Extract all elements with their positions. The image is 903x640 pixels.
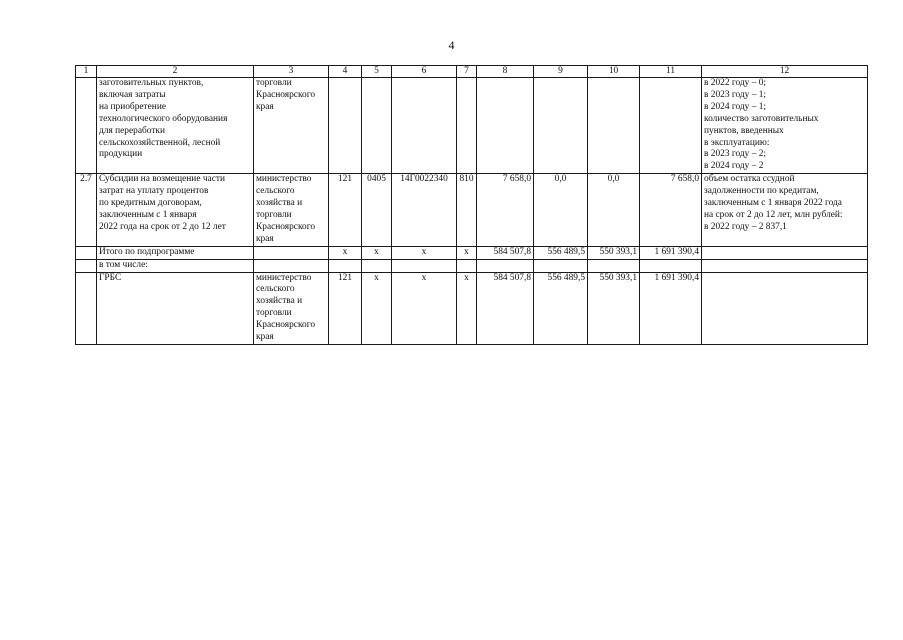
amount-cell: 7 658,0: [477, 174, 534, 246]
header-cell: 6: [392, 66, 457, 78]
empty-cell: [477, 78, 534, 174]
text-line: в 2023 году – 1;: [704, 89, 767, 100]
text-line: включая затраты: [99, 89, 166, 100]
text-line: заготовительных пунктов,: [99, 78, 204, 88]
header-cell: 2: [97, 66, 254, 78]
header-cell: 5: [362, 66, 392, 78]
header-cell: 9: [534, 66, 588, 78]
code-cell: х: [392, 272, 457, 344]
text-line: объем остатка ссудной: [704, 174, 795, 185]
text-line: сельского: [256, 186, 295, 197]
grbs-label-cell: ГРБС: [97, 272, 254, 344]
code-cell: х: [362, 272, 392, 344]
code-cell: х: [457, 246, 477, 259]
header-cell: 10: [588, 66, 640, 78]
grbs-code-cell: 121: [329, 272, 362, 344]
text-line: края: [256, 332, 274, 343]
executor-cell: [254, 78, 329, 174]
text-line: на приобретение: [99, 101, 167, 112]
header-cell: 7: [457, 66, 477, 78]
amount-cell: 550 393,1: [588, 246, 640, 259]
result-cell: [702, 78, 868, 174]
header-cell: 3: [254, 66, 329, 78]
column-number-row: [76, 66, 868, 78]
text-line: торговли: [256, 209, 292, 220]
including-label-cell: в том числе:: [97, 259, 254, 272]
empty-cell: [640, 259, 702, 272]
empty-cell: [362, 259, 392, 272]
text-line: хозяйства и: [256, 296, 303, 307]
executor-cell: [254, 272, 329, 344]
row-number-cell: 2.7: [76, 174, 97, 246]
text-line: в 2022 году – 2 837,1: [704, 221, 787, 232]
header-cell: 8: [477, 66, 534, 78]
empty-cell: [534, 78, 588, 174]
empty-cell: [702, 272, 868, 344]
header-cell: 11: [640, 66, 702, 78]
target-article-cell: 14Г0022340: [392, 174, 457, 246]
amount-total-cell: 7 658,0: [640, 174, 702, 246]
text-line: пунктов, введенных: [704, 125, 784, 136]
code-cell: х: [362, 246, 392, 259]
amount-total-cell: 1 691 390,4: [640, 272, 702, 344]
text-line: торговли: [256, 78, 292, 88]
executor-cell: [254, 174, 329, 246]
text-line: министерство: [256, 174, 312, 185]
empty-cell: [76, 272, 97, 344]
text-line: в эксплуатацию:: [704, 137, 770, 148]
text-line: министерство: [256, 272, 312, 283]
header-cell: 12: [702, 66, 868, 78]
empty-cell: [329, 78, 362, 174]
code-cell: х: [392, 246, 457, 259]
text-line: в 2023 году – 2;: [704, 149, 767, 160]
text-line: края: [256, 233, 274, 244]
amount-cell: 556 489,5: [534, 272, 588, 344]
table-row-total: [76, 246, 868, 259]
text-line: продукции: [99, 149, 143, 160]
text-line: Красноярского: [256, 89, 316, 100]
text-line: технологического оборудования: [99, 113, 228, 124]
empty-cell: [457, 259, 477, 272]
amount-cell: 0,0: [588, 174, 640, 246]
text-line: края: [256, 101, 274, 112]
text-line: в 2024 году – 2: [704, 161, 764, 172]
page-number: 4: [448, 38, 455, 52]
text-line: заключенным с 1 января: [99, 209, 197, 220]
text-line: количество заготовительных: [704, 113, 819, 124]
amount-cell: 0,0: [534, 174, 588, 246]
amount-cell: 584 507,8: [477, 272, 534, 344]
empty-cell: [534, 259, 588, 272]
table-row-continued: [76, 78, 868, 174]
empty-cell: [702, 259, 868, 272]
result-cell: [702, 174, 868, 246]
empty-cell: [392, 259, 457, 272]
empty-cell: [588, 78, 640, 174]
table-row-2-7: [76, 174, 868, 246]
amount-cell: 584 507,8: [477, 246, 534, 259]
header-cell: 1: [76, 66, 97, 78]
text-line: Красноярского: [256, 221, 316, 232]
empty-cell: [640, 78, 702, 174]
empty-cell: [329, 259, 362, 272]
text-line: сельского: [256, 284, 295, 295]
empty-cell: [76, 259, 97, 272]
empty-cell: [477, 259, 534, 272]
amount-total-cell: 1 691 390,4: [640, 246, 702, 259]
empty-cell: [588, 259, 640, 272]
text-line: задолженности по кредитам,: [704, 186, 819, 197]
text-line: Красноярского: [256, 320, 316, 331]
text-line: сельскохозяйственной, лесной: [99, 137, 221, 148]
text-line: 2022 года на срок от 2 до 12 лет: [99, 221, 226, 232]
empty-cell: [362, 78, 392, 174]
table-row-grbs: [76, 272, 868, 344]
text-line: по кредитным договорам,: [99, 198, 202, 209]
empty-cell: [254, 246, 329, 259]
amount-cell: 556 489,5: [534, 246, 588, 259]
measure-name-cell: [97, 78, 254, 174]
text-line: в 2022 году – 0;: [704, 78, 767, 88]
empty-cell: [702, 246, 868, 259]
expense-type-cell: 810: [457, 174, 477, 246]
grbs-code-cell: 121: [329, 174, 362, 246]
table-row-including: [76, 259, 868, 272]
text-line: на срок от 2 до 12 лет, млн рублей:: [704, 209, 843, 220]
text-line: торговли: [256, 308, 292, 319]
amount-cell: 550 393,1: [588, 272, 640, 344]
empty-cell: [254, 259, 329, 272]
text-line: заключенным с 1 января 2022 года: [704, 198, 842, 209]
measure-name-cell: [97, 174, 254, 246]
total-label-cell: Итого по подпрограмме: [97, 246, 254, 259]
code-cell: х: [457, 272, 477, 344]
section-code-cell: 0405: [362, 174, 392, 246]
code-cell: х: [329, 246, 362, 259]
text-line: для переработки: [99, 125, 165, 136]
budget-table: [75, 65, 868, 345]
empty-cell: [457, 78, 477, 174]
text-line: Субсидии на возмещение части: [99, 174, 225, 185]
row-number-cell: [76, 78, 97, 174]
empty-cell: [392, 78, 457, 174]
header-cell: 4: [329, 66, 362, 78]
text-line: затрат на уплату процентов: [99, 186, 209, 197]
empty-cell: [76, 246, 97, 259]
text-line: хозяйства и: [256, 198, 303, 209]
text-line: в 2024 году – 1;: [704, 101, 767, 112]
